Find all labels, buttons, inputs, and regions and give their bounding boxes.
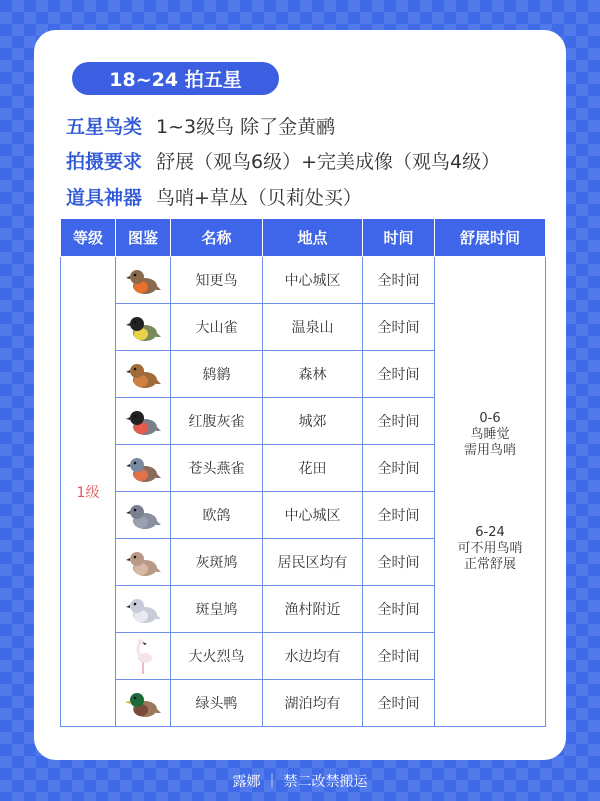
- header-icon: 图鉴: [116, 219, 171, 257]
- info-value: 1~3级鸟 除了金黄鹂: [156, 116, 336, 138]
- table-row: [61, 257, 546, 304]
- table-body: [61, 257, 546, 727]
- bullfinch-icon: [116, 398, 171, 445]
- bird-name: 绿头鸭: [171, 680, 263, 727]
- bird-place: 中心城区: [263, 492, 363, 539]
- pigeon-icon: [116, 492, 171, 539]
- spotted-dove-icon: [116, 586, 171, 633]
- bird-name: 欧鸽: [171, 492, 263, 539]
- bird-place: 水边均有: [263, 633, 363, 680]
- bird-name: 灰斑鸠: [171, 539, 263, 586]
- bird-time: 全时间: [363, 398, 435, 445]
- bird-time: 全时间: [363, 539, 435, 586]
- bird-place: 中心城区: [263, 257, 363, 304]
- info-shooting-requirement: [66, 147, 500, 174]
- robin-icon: [116, 257, 171, 304]
- sleep-note: 鸟睡觉: [470, 426, 510, 442]
- info-props: [66, 183, 362, 210]
- sleep-note: 正常舒展: [463, 556, 516, 572]
- header-time: 时间: [363, 219, 435, 257]
- sleep-range: 6-24: [475, 524, 505, 540]
- level-cell: 1级: [61, 257, 116, 727]
- bird-name: 知更鸟: [171, 257, 263, 304]
- bird-time: 全时间: [363, 445, 435, 492]
- great-tit-icon: [116, 304, 171, 351]
- header-name: 名称: [171, 219, 263, 257]
- linnet-icon: [116, 445, 171, 492]
- bird-time: 全时间: [363, 257, 435, 304]
- bird-name: 鸫鹟: [171, 351, 263, 398]
- bird-name: 大火烈鸟: [171, 633, 263, 680]
- mallard-icon: [116, 680, 171, 727]
- bird-place: 湖泊均有: [263, 680, 363, 727]
- bird-place: 城郊: [263, 398, 363, 445]
- sleep-time-cell: [435, 257, 546, 727]
- info-label: 拍摄要求: [66, 151, 143, 173]
- table-header-row: [61, 219, 546, 257]
- sleep-gap: [435, 459, 545, 525]
- info-label: 五星鸟类: [66, 116, 143, 138]
- bird-time: 全时间: [363, 304, 435, 351]
- content-card: [34, 30, 566, 760]
- sleep-range: 0-6: [479, 410, 501, 426]
- footer-credit: 露娜 ｜ 禁二改禁搬运: [232, 774, 368, 790]
- bird-time: 全时间: [363, 351, 435, 398]
- sleep-note: 需用鸟哨: [463, 442, 516, 458]
- bird-place: 温泉山: [263, 304, 363, 351]
- bird-name: 苍头燕雀: [171, 445, 263, 492]
- sleep-note: 可不用鸟哨: [457, 540, 523, 556]
- bird-time: 全时间: [363, 586, 435, 633]
- info-label: 道具神器: [66, 187, 143, 209]
- flamingo-icon: [116, 633, 171, 680]
- bird-time: 全时间: [363, 633, 435, 680]
- bird-time: 全时间: [363, 680, 435, 727]
- info-value: 鸟哨+草丛（贝莉处买）: [156, 187, 362, 209]
- bird-place: 森林: [263, 351, 363, 398]
- thrush-icon: [116, 351, 171, 398]
- info-value: 舒展（观鸟6级）+完美成像（观鸟4级）: [156, 151, 501, 173]
- bird-place: 花田: [263, 445, 363, 492]
- header-level: 等级: [61, 219, 116, 257]
- bird-name: 红腹灰雀: [171, 398, 263, 445]
- bird-time: 全时间: [363, 492, 435, 539]
- header-place: 地点: [263, 219, 363, 257]
- bird-name: 大山雀: [171, 304, 263, 351]
- bird-name: 斑皇鸠: [171, 586, 263, 633]
- bird-place: 居民区均有: [263, 539, 363, 586]
- bird-place: 渔村附近: [263, 586, 363, 633]
- section-title: 18~24 拍五星: [72, 62, 279, 95]
- header-sleep-time: 舒展时间: [435, 219, 546, 257]
- bird-table: [60, 218, 546, 727]
- info-five-star-birds: [66, 112, 335, 139]
- collared-dove-icon: [116, 539, 171, 586]
